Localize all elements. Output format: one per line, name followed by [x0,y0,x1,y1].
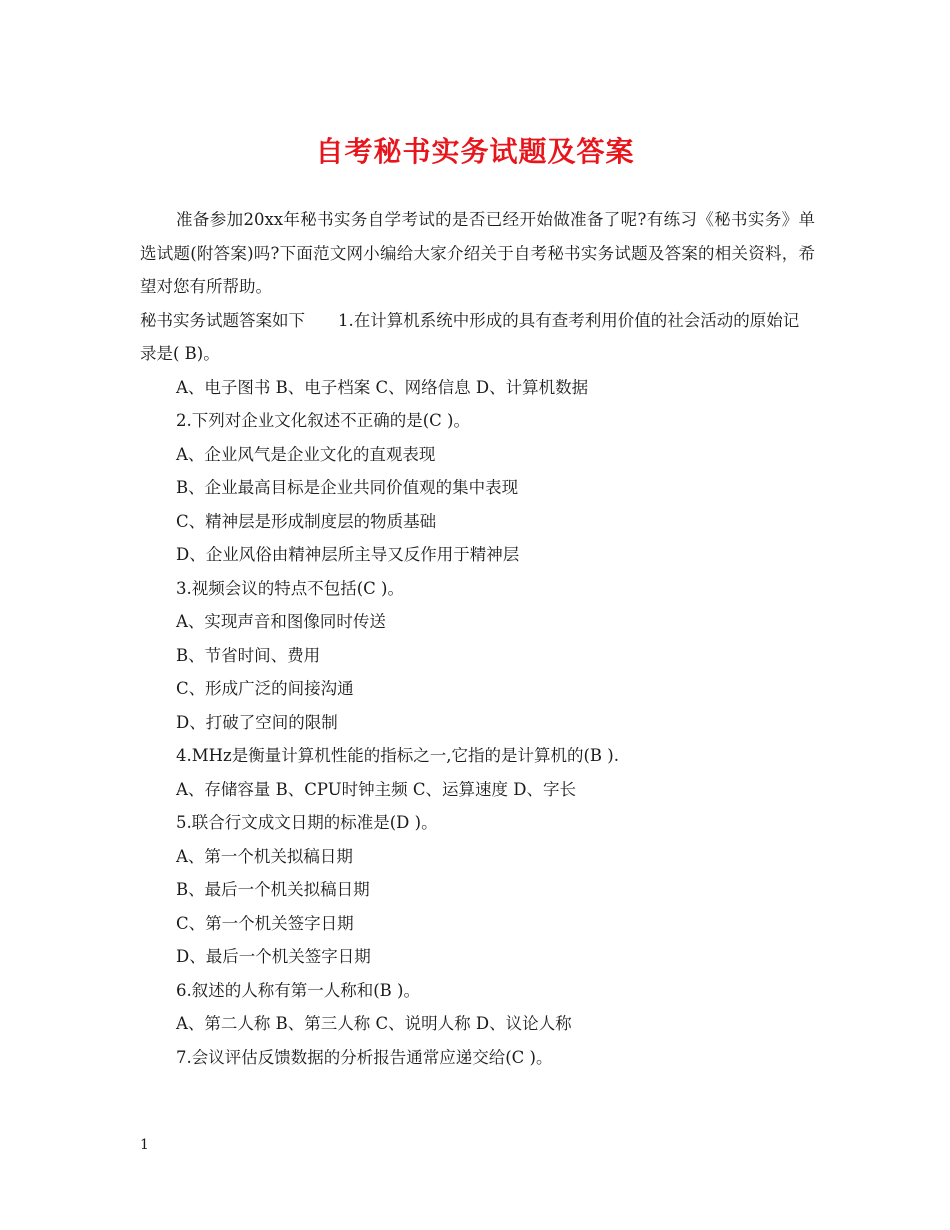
text-line: 2.下列对企业文化叙述不正确的是(C )。 [176,411,470,430]
text-line: A、第二人称 B、第三人称 C、说明人称 D、议论人称 [176,1014,572,1033]
text-line: B、最后一个机关拟稿日期 [176,880,370,899]
text-line: A、企业风气是企业文化的直观表现 [176,444,436,464]
text-line: B、节省时间、费用 [176,645,321,665]
text-line: 5.联合行文成文日期的标准是(D )。 [176,813,438,832]
text-line: 3.视频会议的特点不包括(C )。 [176,578,404,598]
page-number: 1 [140,1137,149,1153]
text-line: A、存储容量 B、CPU时钟主频 C、运算速度 D、字长 [176,779,576,799]
intro-paragraph: 准备参加20xx年秘书实务自学考试的是否已经开始做准备了呢?有练习《秘书实务》单选试题(附答案)吗?下面范文网小编给大家介绍关于自考秘书实务试题及答案的相关资料，希望对您有所帮助。 [140,210,815,296]
text-line: D、打破了空间的限制 [176,712,338,732]
text-line: 6.叙述的人称有第一人称和(B )。 [176,980,420,1000]
text-line: C、形成广泛的间接沟通 [176,679,354,698]
text-line: A、第一个机关拟稿日期 [176,846,353,866]
text-line: B、企业最高目标是企业共同价值观的集中表现 [176,478,519,497]
text-line: 7.会议评估反馈数据的分析报告通常应递交给(C )。 [176,1047,553,1067]
text-line: A、电子图书 B、电子档案 C、网络信息 D、计算机数据 [176,377,589,397]
document-title: 自考秘书实务试题及答案 [315,135,635,168]
document-body [140,203,815,1074]
text-line: C、精神层是形成制度层的物质基础 [176,511,437,531]
text-line: A、实现声音和图像同时传送 [176,612,386,631]
text-line: 4.MHz是衡量计算机性能的指标之一,它指的是计算机的(B ). [176,746,619,765]
text-line: D、企业风俗由精神层所主导又反作用于精神层 [176,545,520,564]
text-line: D、最后一个机关签字日期 [176,947,371,966]
text-line: C、第一个机关签字日期 [176,913,354,933]
question-heading-line: 秘书实务试题答案如下 1.在计算机系统中形成的具有查考利用价值的社会活动的原始记录是( B)。 [140,310,800,363]
